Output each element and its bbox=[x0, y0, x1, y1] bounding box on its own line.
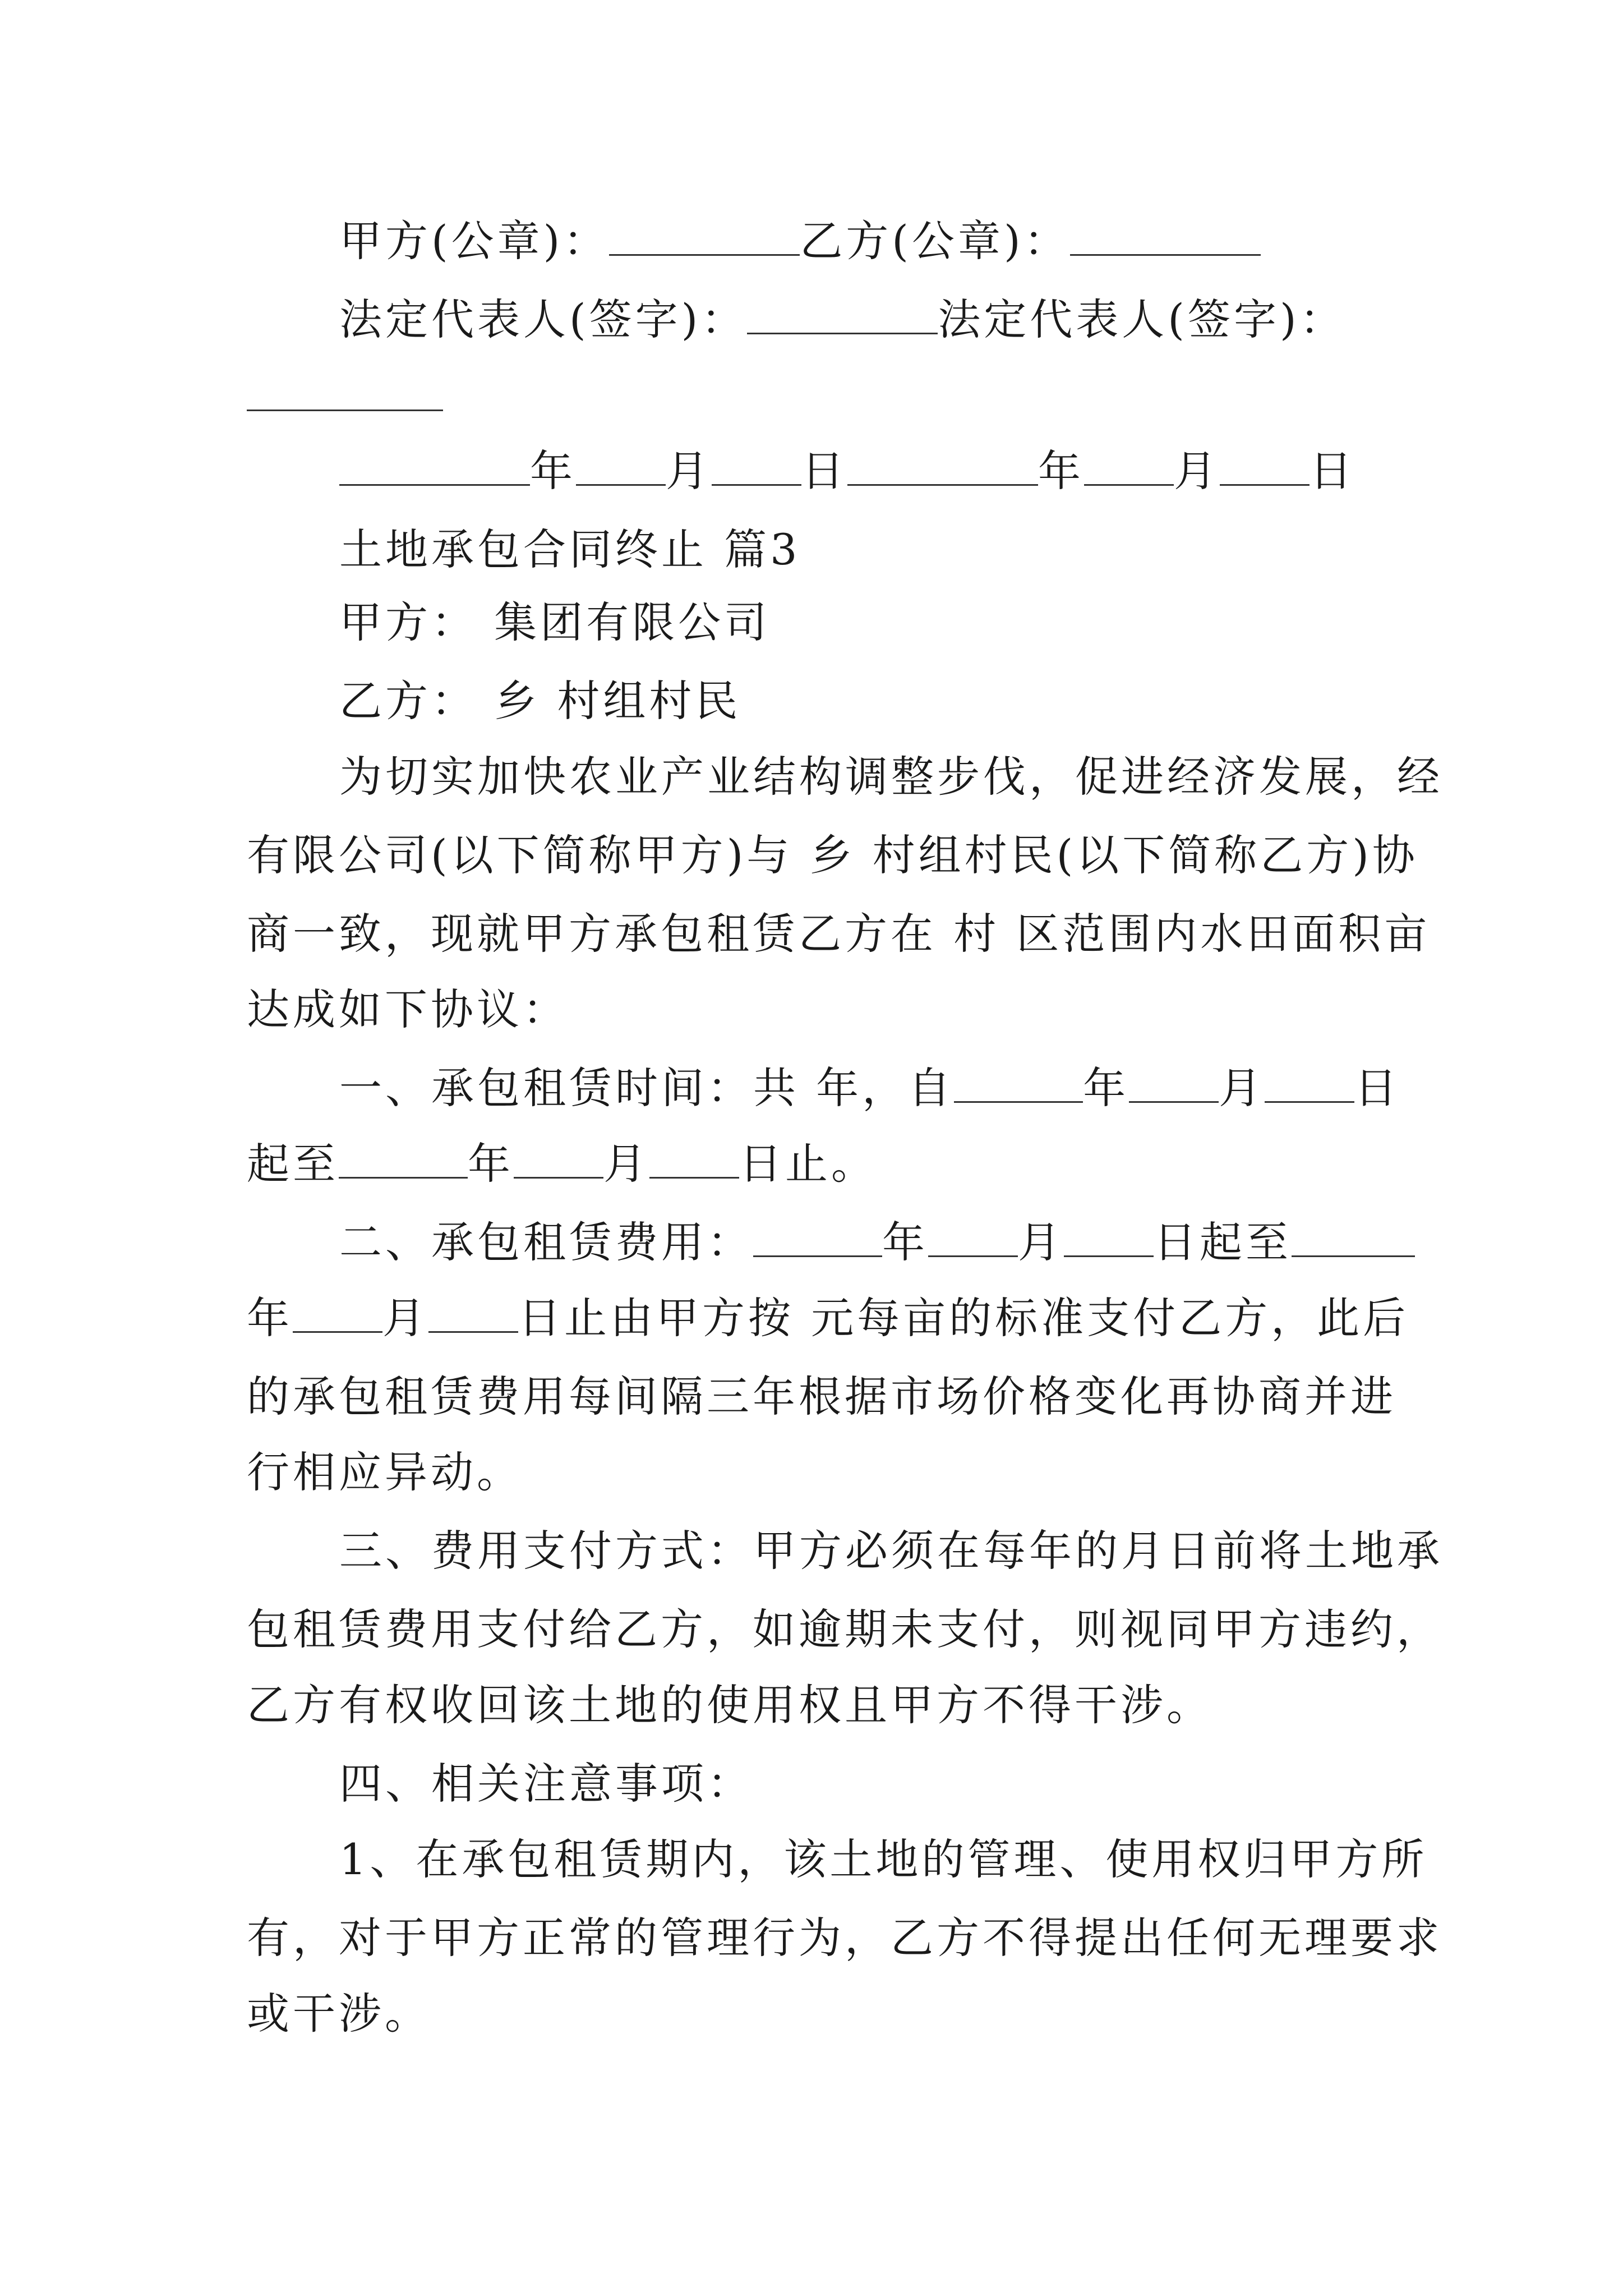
clause2-end-day-blank bbox=[428, 1297, 518, 1333]
clause1-text: 一、承包租赁时间：共 年，自 bbox=[339, 1063, 955, 1113]
date-day-label: 日 bbox=[1310, 446, 1355, 496]
month-label: 月 bbox=[382, 1293, 428, 1343]
intro-line-1: 为切实加快农业产业结构调整步伐，促进经济发展，经 bbox=[339, 752, 1443, 802]
party-b-seal-blank bbox=[1070, 220, 1261, 256]
clause2-start-day-blank bbox=[1064, 1222, 1154, 1257]
rep-a-blank bbox=[747, 299, 938, 334]
section-title: 土地承包合同终止 篇3 bbox=[339, 524, 801, 574]
year-label: 年 bbox=[882, 1217, 928, 1267]
clause2-line-4: 行相应异动。 bbox=[247, 1447, 523, 1497]
day-label: 日 bbox=[1354, 1063, 1401, 1113]
clause1-end-month-blank bbox=[514, 1143, 603, 1179]
year-label: 年 bbox=[468, 1139, 514, 1189]
month-label: 月 bbox=[1219, 1063, 1265, 1113]
date-year-label: 年 bbox=[530, 446, 576, 496]
clause2-text: 二、承包租赁费用： bbox=[339, 1217, 753, 1267]
clause3-line-2: 包租赁费用支付给乙方，如逾期未支付，则视同甲方违约， bbox=[247, 1604, 1442, 1654]
date-b-day-blank bbox=[1220, 450, 1310, 486]
clause1-line-2 bbox=[247, 1136, 877, 1192]
party-a-seal-label: 甲方(公章)： bbox=[339, 216, 610, 266]
clause2-start-month-blank bbox=[928, 1222, 1018, 1257]
rep-a-label: 法定代表人(签字)： bbox=[339, 295, 748, 344]
clause3-line-3: 乙方有权收回该土地的使用权且甲方不得干涉。 bbox=[247, 1680, 1212, 1730]
rep-line bbox=[339, 292, 1346, 348]
date-b-year-blank bbox=[847, 450, 1038, 486]
clause2-end-year-blank bbox=[1292, 1222, 1415, 1257]
date-month-label: 月 bbox=[1174, 446, 1220, 496]
clause1-end-day-blank bbox=[649, 1143, 739, 1179]
clause1-from-label: 起至 bbox=[247, 1139, 339, 1189]
clause2-end-month-blank bbox=[293, 1297, 382, 1333]
clause1-end-year-blank bbox=[339, 1143, 468, 1179]
month-label: 月 bbox=[603, 1139, 649, 1189]
rep-b-blank bbox=[247, 409, 443, 411]
intro-line-2: 有限公司(以下简称甲方)与 乡 村组村民(以下简称乙方)协 bbox=[247, 830, 1418, 880]
date-line bbox=[339, 443, 1355, 499]
clause2-from-label: 日起至 bbox=[1154, 1217, 1292, 1267]
clause1-end-text: 日止。 bbox=[739, 1139, 877, 1189]
party-b-seal-label: 乙方(公章)： bbox=[800, 216, 1070, 266]
intro-line-3: 商一致，现就甲方承包租赁乙方在 村 区范围内水田面积亩 bbox=[247, 909, 1431, 959]
clause1-start-month-blank bbox=[1129, 1068, 1219, 1103]
date-a-day-blank bbox=[712, 450, 801, 486]
clause1-start-year-blank bbox=[954, 1068, 1083, 1103]
month-label: 月 bbox=[1018, 1217, 1064, 1267]
clause2-start-year-blank bbox=[753, 1222, 882, 1257]
date-b-month-blank bbox=[1084, 450, 1174, 486]
rep-b-label: 法定代表人(签字)： bbox=[938, 295, 1346, 344]
seal-line bbox=[339, 213, 1261, 269]
clause4-title: 四、相关注意事项： bbox=[339, 1759, 753, 1809]
clause1-line-1 bbox=[339, 1060, 1400, 1116]
date-month-label: 月 bbox=[666, 446, 712, 496]
clause2-end-text: 日止由甲方按 元每亩的标准支付乙方，此后 bbox=[518, 1293, 1409, 1343]
party-a-line: 甲方： 集团有限公司 bbox=[339, 597, 771, 647]
item1-line-3: 或干涉。 bbox=[247, 1989, 431, 2039]
year-label: 年 bbox=[1083, 1063, 1129, 1113]
date-a-year-blank bbox=[339, 450, 530, 486]
party-a-seal-blank bbox=[609, 220, 800, 256]
party-b-line: 乙方： 乡 村组村民 bbox=[339, 676, 741, 726]
date-year-label: 年 bbox=[1038, 446, 1084, 496]
clause2-line-1 bbox=[339, 1214, 1415, 1271]
item1-line-2: 有，对于甲方正常的管理行为，乙方不得提出任何无理要求 bbox=[247, 1913, 1442, 1963]
year-label: 年 bbox=[247, 1293, 293, 1343]
clause1-start-day-blank bbox=[1265, 1068, 1354, 1103]
date-a-month-blank bbox=[576, 450, 666, 486]
item1-line-1: 1、在承包租赁期内，该土地的管理、使用权归甲方所 bbox=[339, 1834, 1428, 1884]
clause3-line-1: 三、费用支付方式：甲方必须在每年的月日前将土地承 bbox=[339, 1526, 1443, 1576]
date-day-label: 日 bbox=[801, 446, 847, 496]
clause2-line-2 bbox=[247, 1290, 1409, 1346]
intro-line-4: 达成如下协议： bbox=[247, 984, 569, 1034]
clause2-line-3: 的承包租赁费用每间隔三年根据市场价格变化再协商并进 bbox=[247, 1372, 1396, 1421]
